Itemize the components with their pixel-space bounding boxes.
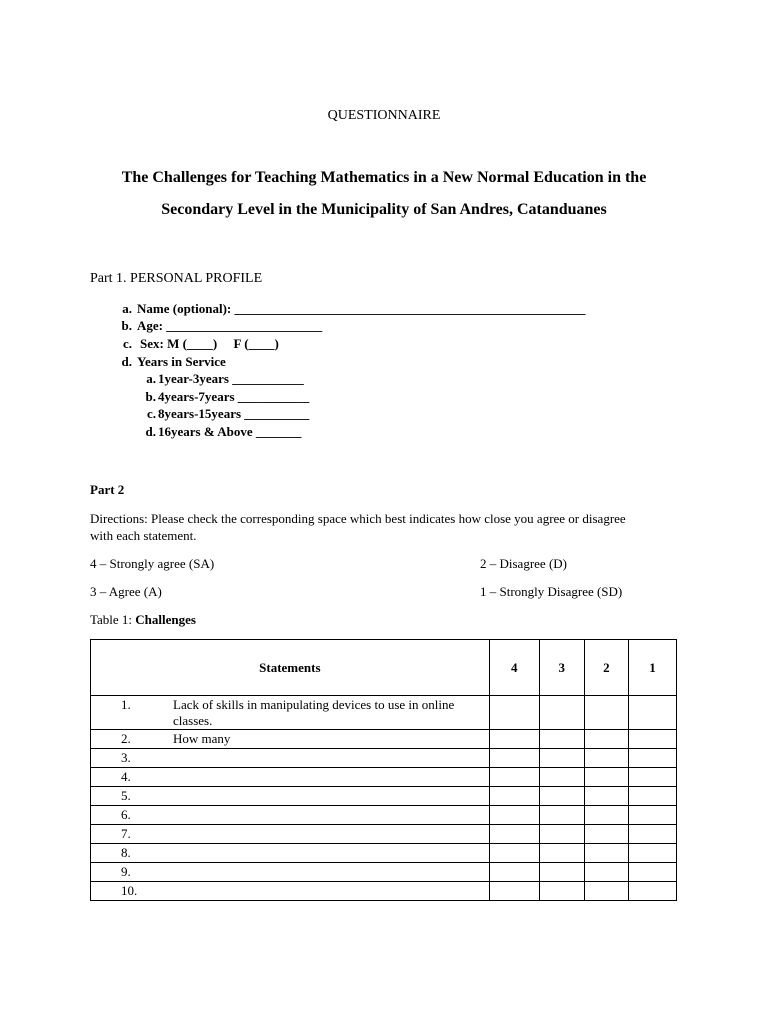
- table-row: [91, 696, 677, 730]
- statement-cell: [91, 825, 490, 844]
- rating-cell-2[interactable]: [584, 749, 628, 768]
- list-text: 8years-15years __________: [158, 406, 310, 421]
- list-text: Name (optional): ______________________________________________________: [137, 301, 586, 316]
- questionnaire-heading: QUESTIONNAIRE: [327, 108, 441, 123]
- rating-cell-3[interactable]: [539, 749, 584, 768]
- rating-cell-1[interactable]: [628, 749, 676, 768]
- table-caption: [90, 612, 196, 628]
- header-1: 1: [628, 640, 676, 696]
- rating-cell-3[interactable]: [539, 863, 584, 882]
- header-3: 3: [539, 640, 584, 696]
- part2-heading: Part 2: [90, 482, 125, 497]
- list-text: 4years-7years ___________: [158, 389, 310, 404]
- rating-cell-1[interactable]: [628, 806, 676, 825]
- rating-cell-3[interactable]: [539, 768, 584, 787]
- statement-cell: [91, 787, 490, 806]
- rating-cell-3[interactable]: [539, 825, 584, 844]
- table-header-row: [91, 640, 677, 696]
- rating-cell-4[interactable]: [489, 696, 539, 730]
- list-text: 1year-3years ___________: [158, 371, 304, 386]
- rating-cell-1[interactable]: [628, 768, 676, 787]
- list-text: Sex: M (____) F (____): [140, 336, 279, 351]
- statement-number: 7.: [121, 826, 131, 841]
- statement-cell: [91, 863, 490, 882]
- directions-line2: with each statement.: [90, 528, 197, 543]
- rating-cell-4[interactable]: [489, 863, 539, 882]
- table-row: [91, 768, 677, 787]
- rating-cell-2[interactable]: [584, 696, 628, 730]
- list-letter: c.: [146, 406, 156, 421]
- list-letter: a.: [146, 371, 156, 386]
- rating-cell-1[interactable]: [628, 825, 676, 844]
- rating-cell-3[interactable]: [539, 787, 584, 806]
- scale-strongly-disagree: 1 – Strongly Disagree (SD): [480, 584, 623, 599]
- table-body: [91, 696, 677, 901]
- list-letter: d.: [145, 424, 156, 439]
- rating-cell-4[interactable]: [489, 787, 539, 806]
- list-letter: d.: [121, 354, 132, 369]
- statement-cell: [91, 844, 490, 863]
- rating-cell-4[interactable]: [489, 768, 539, 787]
- list-letter: a.: [122, 301, 132, 316]
- statement-text: How many: [173, 731, 231, 746]
- rating-cell-4[interactable]: [489, 806, 539, 825]
- table-row: [91, 730, 677, 749]
- rating-cell-2[interactable]: [584, 730, 628, 749]
- rating-cell-1[interactable]: [628, 787, 676, 806]
- statement-cell: [91, 768, 490, 787]
- rating-cell-4[interactable]: [489, 749, 539, 768]
- scale-agree: 3 – Agree (A): [90, 584, 162, 599]
- statement-cell: [91, 806, 490, 825]
- rating-cell-3[interactable]: [539, 882, 584, 901]
- rating-cell-1[interactable]: [628, 696, 676, 730]
- statement-number: 8.: [121, 845, 131, 860]
- scale-disagree: 2 – Disagree (D): [480, 556, 567, 571]
- table-row: [91, 806, 677, 825]
- rating-cell-4[interactable]: [489, 882, 539, 901]
- table-row: [91, 787, 677, 806]
- rating-cell-3[interactable]: [539, 730, 584, 749]
- statement-cell: [91, 882, 490, 901]
- list-letter: c.: [122, 336, 132, 351]
- statement-number: 3.: [121, 750, 131, 765]
- header-2: 2: [584, 640, 628, 696]
- list-letter: b.: [121, 318, 132, 333]
- rating-cell-1[interactable]: [628, 863, 676, 882]
- rating-cell-2[interactable]: [584, 825, 628, 844]
- table-row: [91, 882, 677, 901]
- rating-cell-1[interactable]: [628, 882, 676, 901]
- rating-cell-4[interactable]: [489, 730, 539, 749]
- statement-number: 1.: [121, 697, 131, 712]
- table-row: [91, 749, 677, 768]
- rating-cell-3[interactable]: [539, 844, 584, 863]
- header-4: 4: [489, 640, 539, 696]
- statement-number: 4.: [121, 769, 131, 784]
- document-title-line1: The Challenges for Teaching Mathematics in a New Normal Education in the: [121, 169, 647, 186]
- table-row: [91, 825, 677, 844]
- table-row: [91, 844, 677, 863]
- rating-cell-2[interactable]: [584, 768, 628, 787]
- directions-line1: Directions: Please check the corresponding space which best indicates how close you agree or disagree: [90, 511, 626, 526]
- rating-cell-2[interactable]: [584, 806, 628, 825]
- list-text: 16years & Above _______: [158, 424, 302, 439]
- scale-strongly-agree: 4 – Strongly agree (SA): [90, 556, 215, 571]
- list-text: Age: ________________________: [137, 318, 323, 333]
- challenges-table: [90, 639, 677, 901]
- statement-number: 6.: [121, 807, 131, 822]
- table-caption-prefix: Table 1:: [90, 612, 136, 627]
- list-text: Years in Service: [137, 354, 226, 369]
- list-letter: b.: [145, 389, 156, 404]
- rating-cell-3[interactable]: [539, 696, 584, 730]
- part1-heading: Part 1. PERSONAL PROFILE: [90, 271, 263, 286]
- statement-cell: [91, 749, 490, 768]
- header-statements: Statements: [91, 640, 490, 696]
- rating-cell-3[interactable]: [539, 806, 584, 825]
- table-row: [91, 863, 677, 882]
- rating-cell-4[interactable]: [489, 844, 539, 863]
- rating-cell-2[interactable]: [584, 844, 628, 863]
- table-caption-title: Challenges: [135, 612, 196, 627]
- rating-cell-1[interactable]: [628, 844, 676, 863]
- rating-cell-4[interactable]: [489, 825, 539, 844]
- rating-cell-2[interactable]: [584, 787, 628, 806]
- statement-cell: [91, 730, 490, 749]
- statement-cell: [91, 696, 490, 730]
- statement-number: 2.: [121, 731, 131, 746]
- statement-number: 9.: [121, 864, 131, 879]
- statement-number: 10.: [121, 883, 138, 898]
- rating-cell-1[interactable]: [628, 730, 676, 749]
- rating-cell-2[interactable]: [584, 882, 628, 901]
- statement-number: 5.: [121, 788, 131, 803]
- document-title-line2: Secondary Level in the Municipality of San Andres, Catanduanes: [161, 201, 607, 218]
- statement-text: Lack of skills in manipulating devices to use in online classes.: [173, 697, 455, 728]
- rating-cell-2[interactable]: [584, 863, 628, 882]
